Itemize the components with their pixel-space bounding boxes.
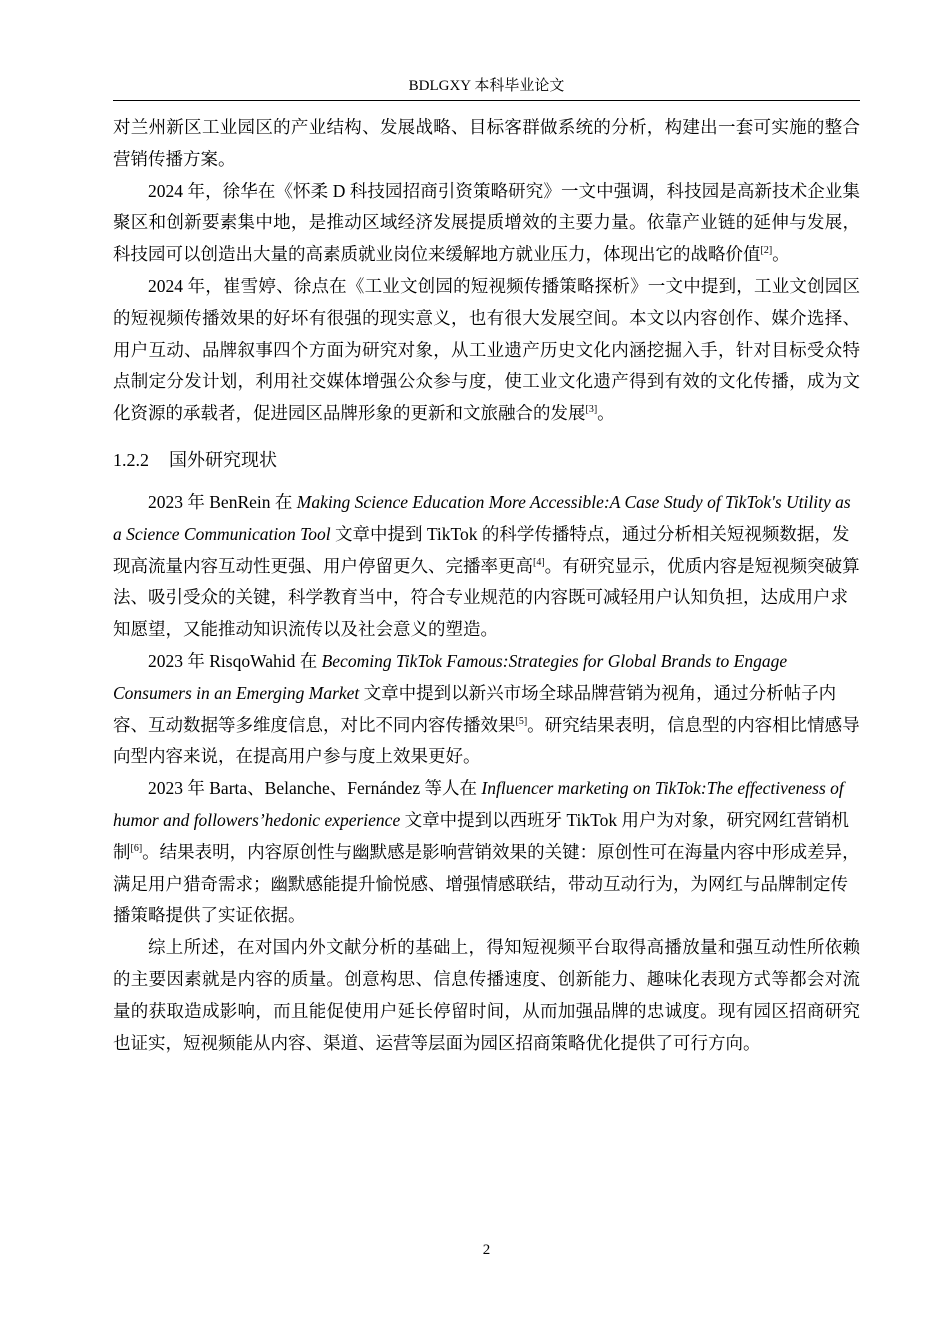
paragraph-text: 文章中提到以西班牙 TikTok 用户为对象，研究网红营销机制 [113,809,850,862]
paragraph-end: 。研究结果表明，信息型的内容相比情感导向型内容来说，在提高用户参与度上效果更好。 [113,714,860,767]
paragraph-benrein [113,487,860,646]
document-body [113,112,860,1059]
paragraph-text: 文章中提到以新兴市场全球品牌营销为视角，通过分析帖子内容、互动数据等多维度信息，对比不同内容传播效果 [113,682,837,735]
paragraph-text: 2023 年 RisqoWahid 在 [148,650,322,671]
paragraph-end: 。有研究显示，优质内容是短视频突破算法、吸引受众的关键，科学教育当中，符合专业规范的内容既可减轻用户认知负担，达成用户求知愿望，又能推动知识流传以及社会意义的塑造。 [113,555,860,640]
paragraph-summary: 综上所述，在对国内外文献分析的基础上，得知短视频平台取得高播放量和强互动性所依赖的主要因素就是内容的质量。创意构思、信息传播速度、创新能力、趣味化表现方式等都会对流量的获取造成影响，而且能促使用户延长停留时间，从而加强品牌的忠诚度。现有园区招商研究也证实，短视频能从内容、渠道、运营等层面为园区招商策略优化提供了可行方向。 [113,937,860,1053]
citation-ref: [3] [585,404,598,416]
paragraph-text: 2024 年，崔雪婷、徐点在《工业文创园的短视频传播策略探析》一文中提到，工业文创园区的短视频传播效果的好坏有很强的现实意义，也有很大发展空间。本文以内容创作、媒介选择、用户互动、品牌叙事四个方面为研究对象，从工业遗产历史文化内涵挖掘入手，针对目标受众特点制定分发计划，利用社交媒体增强公众参与度，使工业文化遗产得到有效的文化传播，成为文化资源的承载者，促进园区品牌形象的更新和文旅融合的发展 [113,275,860,424]
page-header: BDLGXY 本科毕业论文 [408,78,565,94]
paragraph-end: 。 [772,244,790,265]
article-title: Becoming TikTok Famous:Strategies for Global Brands to Engage Consumers in an Emerging Market [113,650,788,703]
section-number: 1.2.2 [113,449,149,470]
paragraph-end: 。结果表明，内容原创性与幽默感是影响营销效果的关键：原创性可在海量内容中形成差异，满足用户猎奇需求；幽默感能提升愉悦感、增强情感联结，带动互动行为，为网红与品牌制定传播策略提供了实证依据。 [113,841,860,926]
citation-ref: [2] [760,245,773,257]
citation-ref: [6] [130,842,143,854]
citation-ref: [4] [533,556,545,568]
page-number: 2 [482,1242,491,1258]
paragraph-text: 文章中提到 TikTok 的科学传播特点，通过分析相关短视频数据，发现高流量内容互动性更强、用户停留更久、完播率更高 [113,523,850,576]
paragraph-barta [113,773,860,932]
paragraph-cui-xueting [113,271,860,430]
paragraph-text: 2023 年 BenRein 在 [148,491,297,512]
citation-ref: [5] [515,715,528,727]
section-heading [113,444,860,477]
paragraph-end: 。 [597,403,615,424]
section-title: 国外研究现状 [169,449,277,471]
paragraph-xu-hua [113,176,860,271]
paragraph-risqowahid [113,646,860,773]
header-divider [113,100,860,101]
article-title: Influencer marketing on TikTok:The effectiveness of humor and followers’hedonic experience [113,778,844,830]
article-title: Making Science Education More Accessible:A Case Study of TikTok's Utility as a Science Communication Tool [113,491,851,544]
paragraph-text: 2024 年，徐华在《怀柔 D 科技园招商引资策略研究》一文中强调，科技园是高新技术企业集聚区和创新要素集中地，是推动区域经济发展提质增效的主要力量。依靠产业链的延伸与发展，科技园可以创造出大量的高素质就业岗位来缓解地方就业压力，体现出它的战略价值 [113,180,860,265]
paragraph-text: 2023 年 Barta、Belanche、Fernández 等人在 [148,778,482,799]
paragraph-continuation: 对兰州新区工业园区的产业结构、发展战略、目标客群做系统的分析，构建出一套可实施的整合营销传播方案。 [113,117,860,169]
